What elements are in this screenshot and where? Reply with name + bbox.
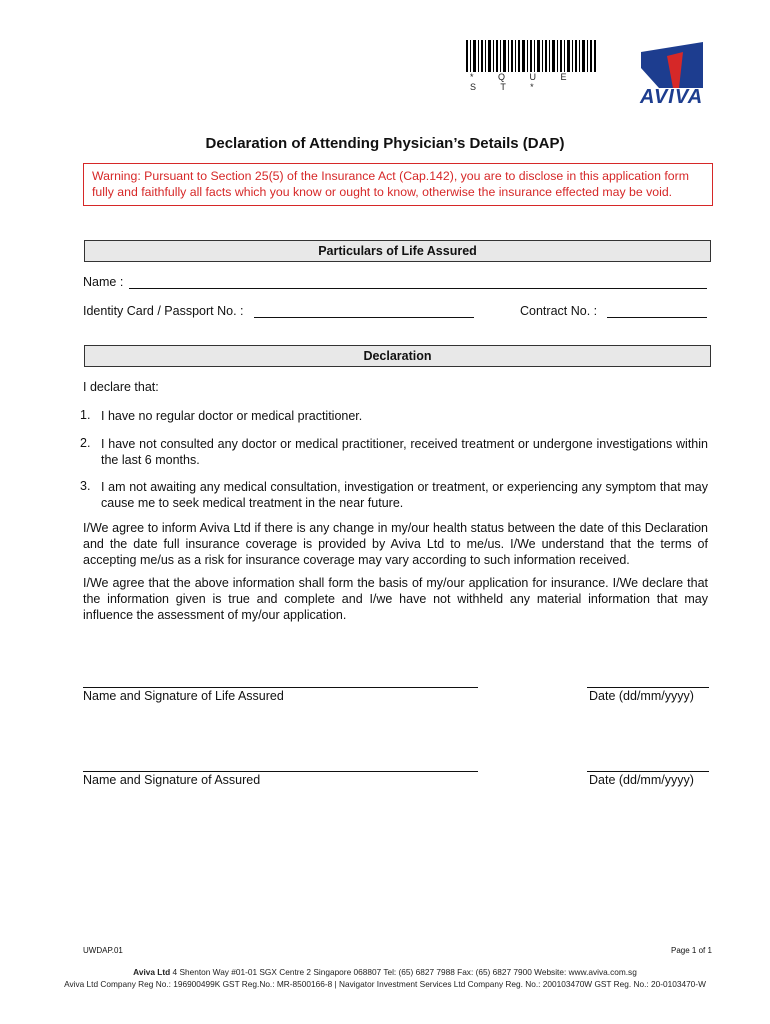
- footer-company-name: Aviva Ltd: [133, 967, 171, 977]
- declaration-item: I am not awaiting any medical consultation, investigation or treatment, or experiencing any symptom that may cause me to seek medical treatment in the near future.: [101, 480, 708, 510]
- barcode: [466, 40, 596, 72]
- declaration-heading: Declaration: [84, 345, 711, 367]
- aviva-logo-text: AVIVA: [640, 86, 704, 108]
- barcode-label: * Q U E S T *: [470, 72, 578, 92]
- declaration-intro: I declare that:: [83, 380, 159, 394]
- item-number: 1.: [80, 408, 91, 422]
- declaration-paragraph-1: I/We agree to inform Aviva Ltd if there is any change in my/our health status between the date of this Declaration and the date full insurance coverage is provided by Aviva Ltd to me/us. I/We understand that the terms of accepting me/us as a risk for insurance coverage may vary according to such information received.: [83, 521, 708, 567]
- name-field[interactable]: [129, 287, 707, 289]
- declaration-paragraph-2: I/We agree that the above information shall form the basis of my/our application for insurance. I/We declare that the information given is true and complete and I/we have not withheld any material information that may influence the assessment of my/our application.: [83, 576, 708, 622]
- footer-address: [0, 967, 770, 977]
- particulars-heading: Particulars of Life Assured: [84, 240, 711, 262]
- life-assured-signature-field[interactable]: [83, 686, 478, 688]
- aviva-logo-icon: [637, 42, 707, 88]
- assured-date-label: Date (dd/mm/yyyy): [589, 773, 694, 787]
- page-number: Page 1 of 1: [671, 946, 712, 955]
- life-assured-date-label: Date (dd/mm/yyyy): [589, 689, 694, 703]
- life-assured-date-field[interactable]: [587, 686, 709, 688]
- declaration-item: I have no regular doctor or medical practitioner.: [101, 409, 363, 423]
- assured-signature-field[interactable]: [83, 770, 478, 772]
- id-label: Identity Card / Passport No. :: [83, 304, 244, 318]
- warning-box: Warning: Pursuant to Section 25(5) of the Insurance Act (Cap.142), you are to disclose in this application form fully and faithfully all facts which you know or ought to know, otherwise the insurance effected may be void.: [83, 163, 713, 206]
- contract-field[interactable]: [607, 316, 707, 318]
- contract-label: Contract No. :: [520, 304, 598, 318]
- life-assured-signature-label: Name and Signature of Life Assured: [83, 689, 284, 703]
- item-number: 3.: [80, 479, 91, 493]
- footer-address-text: 4 Shenton Way #01-01 SGX Centre 2 Singapore 068807 Tel: (65) 6827 7988 Fax: (65) 6827 7900 Website: www.aviva.com.sg: [172, 967, 637, 977]
- page-title: Declaration of Attending Physician’s Details (DAP): [205, 135, 565, 152]
- assured-signature-label: Name and Signature of Assured: [83, 773, 261, 787]
- id-field[interactable]: [254, 316, 474, 318]
- item-number: 2.: [80, 436, 91, 450]
- name-label: Name :: [83, 275, 124, 289]
- form-code: UWDAP.01: [83, 946, 123, 955]
- footer-registration: Aviva Ltd Company Reg No.: 196900499K GST Reg.No.: MR-8500166-8 | Navigator Investment Services Ltd Company Reg. No.: 200103470W GST Reg. No.: 20-0103470-W: [64, 979, 706, 989]
- assured-date-field[interactable]: [587, 770, 709, 772]
- declaration-item: I have not consulted any doctor or medical practitioner, received treatment or undergone investigations within the last 6 months.: [101, 437, 708, 467]
